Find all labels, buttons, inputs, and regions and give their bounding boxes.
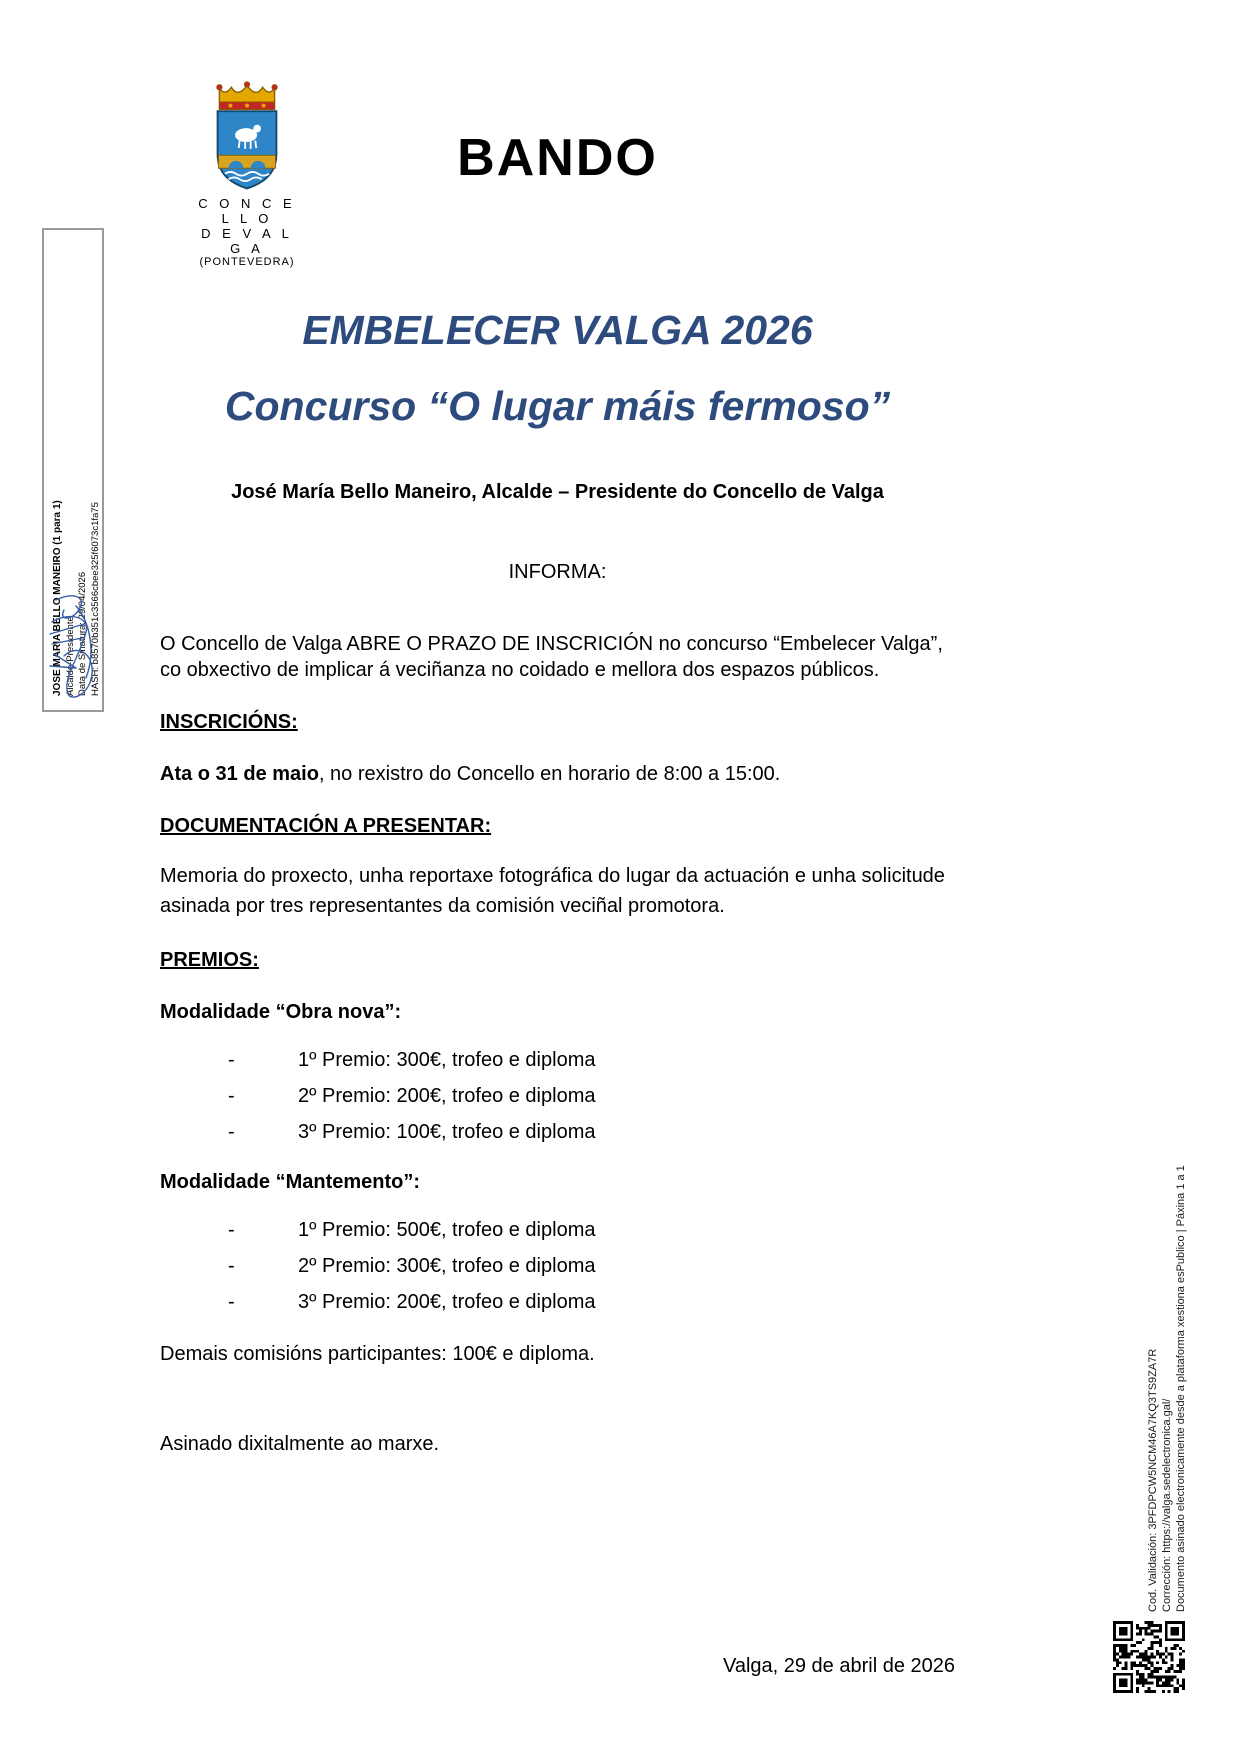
deadline-bold: Ata o 31 de maio <box>160 763 319 785</box>
bullet: - <box>228 1219 235 1241</box>
place-date-line: Valga, 29 de abril de 2026 <box>722 1655 955 1677</box>
validation-platform: Documento asinado electronicamente desde a plataforma xestiona esPublico | Páxina 1 a 1 <box>1175 1165 1187 1612</box>
mantemento-prize-list <box>160 1219 955 1313</box>
digital-signature-box <box>42 228 104 712</box>
mayor-line: José María Bello Maneiro, Alcalde – Presidente do Concello de Valga <box>231 481 884 503</box>
qr-code <box>1113 1621 1185 1693</box>
logo-text-pontevedra: (PONTEVEDRA) <box>199 256 295 268</box>
prize-text: 1º Premio: 300€, trofeo e diploma <box>298 1049 596 1071</box>
prize-text: 2º Premio: 200€, trofeo e diploma <box>298 1085 596 1107</box>
validation-url: Corrección: https://valga.sedelectronica.gal/ <box>1161 1398 1173 1612</box>
documentacion-paragraph: Memoria do proxecto, unha reportaxe fotográfica do lugar da actuación e unha solicitude asinada por tres representantes da comisión veciñal promotora. <box>160 865 945 917</box>
logo-text-de-valga: D E V A L G A <box>201 226 293 256</box>
signature-date: Data de Sinatura: 29/04/2026 <box>77 571 88 696</box>
signer-name: JOSE MARIA BELLO MANEIRO (1 para 1) <box>52 500 63 696</box>
validation-code: Cod. Validación: 3PFDPCW5NCM46A7KQ3TS9ZA7R <box>1147 1348 1159 1612</box>
signer-role: Alcalde-Presidente <box>64 616 76 696</box>
premios-heading: PREMIOS: <box>160 949 259 971</box>
bullet: - <box>228 1255 235 1277</box>
list-item <box>160 1049 955 1071</box>
list-item <box>160 1121 955 1143</box>
bullet: - <box>228 1085 235 1107</box>
inscricions-detail <box>160 761 955 787</box>
intro-paragraph: O Concello de Valga ABRE O PRAZO DE INSCRICIÓN no concurso “Embelecer Valga”, co obxectivo de implicar á veciñanza no coidado e mellora dos espazos públicos. <box>160 633 943 681</box>
list-item <box>160 1291 955 1313</box>
logo-text-concello: C O N C E L L O <box>198 196 296 226</box>
list-item <box>160 1085 955 1107</box>
modalidade-mantemento-heading: Modalidade “Mantemento”: <box>160 1171 421 1193</box>
other-participants-line: Demais comisións participantes: 100€ e diploma. <box>160 1343 595 1365</box>
obra-nova-prize-list <box>160 1049 955 1143</box>
document-title: BANDO <box>457 129 658 187</box>
prize-text: 3º Premio: 200€, trofeo e diploma <box>298 1291 596 1313</box>
bullet: - <box>228 1121 235 1143</box>
handwritten-signature-icon <box>46 582 100 704</box>
list-item <box>160 1219 955 1241</box>
validation-footer <box>1146 967 1188 1612</box>
informa-label: INFORMA: <box>508 561 607 583</box>
contest-subtitle: Concurso “O lugar máis fermoso” <box>224 383 891 429</box>
prize-text: 3º Premio: 100€, trofeo e diploma <box>298 1121 596 1143</box>
prize-text: 1º Premio: 500€, trofeo e diploma <box>298 1219 596 1241</box>
signature-hash: HASH: b8570b351c3566cbee325f6073c1fa75 <box>89 502 101 696</box>
list-item <box>160 1255 955 1277</box>
campaign-title: EMBELECER VALGA 2026 <box>302 307 813 353</box>
signed-digitally-line: Asinado dixitalmente ao marxe. <box>160 1433 440 1455</box>
bullet: - <box>228 1049 235 1071</box>
documentacion-heading: DOCUMENTACIÓN A PRESENTAR: <box>160 815 492 837</box>
inscricions-heading: INSCRICIÓNS: <box>160 711 298 733</box>
modalidade-obra-nova-heading: Modalidade “Obra nova”: <box>160 1001 402 1023</box>
document-body <box>160 285 955 1699</box>
deadline-rest: , no rexistro do Concello en horario de 8:00 a 15:00. <box>318 763 781 785</box>
bullet: - <box>228 1291 235 1313</box>
prize-text: 2º Premio: 300€, trofeo e diploma <box>298 1255 596 1277</box>
